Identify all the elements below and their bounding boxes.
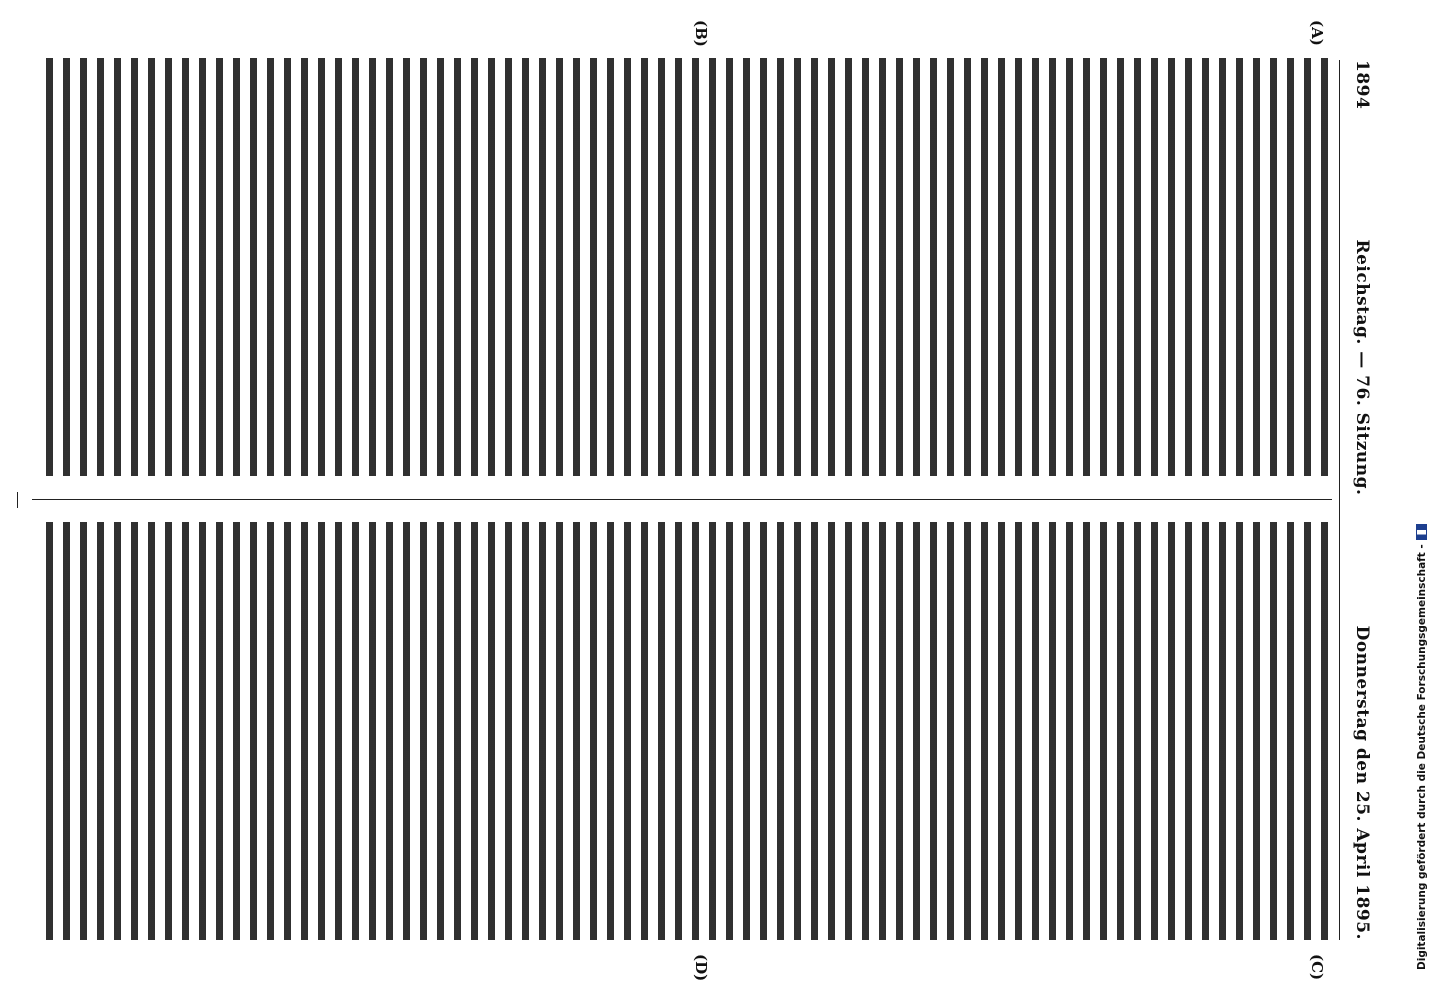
running-head [1344,60,1380,940]
column-divider [32,499,1332,500]
margin-letter-a: (A) [1308,20,1326,46]
page-number: 1894 [1352,60,1372,110]
credit-text: Digitalisierung gefördert durch die Deutsche Forschungsgemeinschaft - [1415,544,1428,970]
text-column-left [38,58,1328,476]
header-rule [1339,60,1340,940]
text-column-right [38,522,1328,940]
margin-letter-c: (C) [1308,954,1326,981]
margin-letter-b: (B) [692,20,710,47]
margin-letter-d: (D) [692,954,710,982]
page-bottom-mark [17,492,18,508]
session-date: Donnerstag den 25. April 1895. [1352,625,1372,940]
dfg-logo-icon [1416,524,1427,540]
digitization-credit [1411,0,1432,1000]
session-title: Reichstag. — 76. Sitzung. [1352,239,1372,496]
